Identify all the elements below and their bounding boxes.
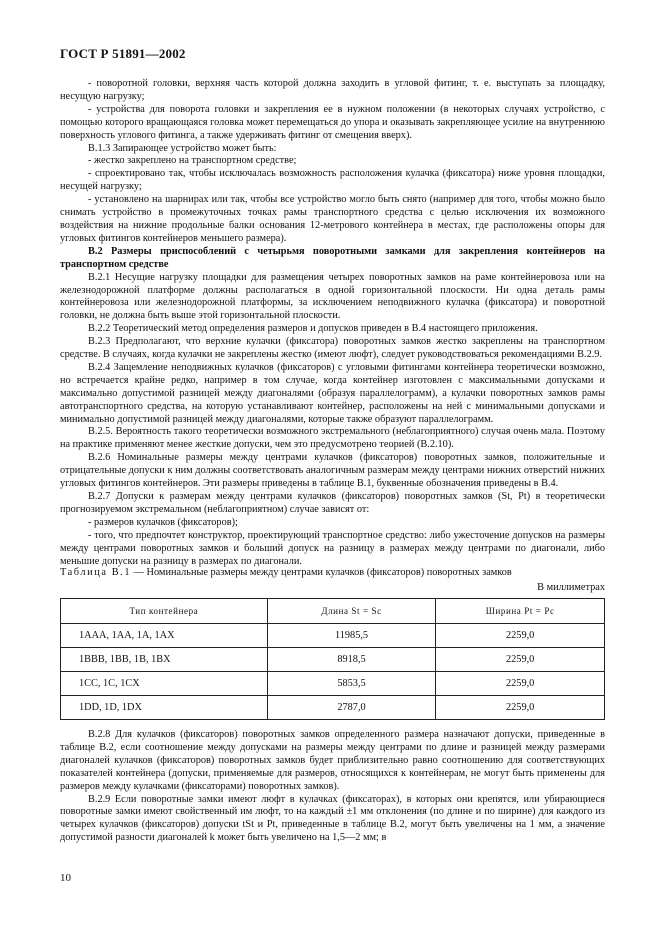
table-cell: 1DD, 1D, 1DX [61,696,268,720]
table-cell: 8918,5 [267,648,436,672]
table-cell: 2259,0 [436,624,605,648]
table-cell: 2259,0 [436,648,605,672]
dimensions-table [60,598,605,720]
paragraph: - поворотной головки, верхняя часть которой должна заходить в угловой фитинг, т. е. выступать за площадку, несущую нагрузку; [60,78,605,102]
document-header: ГОСТ Р 51891—2002 [60,46,186,61]
table-cell: 1AAA, 1AA, 1A, 1AX [61,624,268,648]
paragraph: В.2.7 Допуски к размерам между центрами кулачков (фиксаторов) поворотных замков (St, Pt) в теоретически прогнозируемом экстремальном (неблагоприятном) случае зависят от: [60,491,605,515]
page-number: 10 [60,872,71,884]
table-row [61,696,605,720]
paragraph: В.2.4 Защемление неподвижных кулачков (фиксаторов) с угловыми фитингами контейнера теоретически возможно, но встречается крайне редко, например в том случае, когда контейнер изготовлен с максимальными допусками и максимально допустимой разницей между диагоналями (образуя параллелограмм), а кулачки поворотных замков рамы автотранспортного средства, на которую устанавливают контейнер, расположены на ней с минимальными допусками и минимально допустимой разницей между диагоналями, которые также образуют параллелограмм. [60,361,605,425]
table-row [61,672,605,696]
paragraph: В.2.9 Если поворотные замки имеют люфт в кулачках (фиксаторах), в которых они крепятся, или убирающиеся поворотные замки имеют свойственный им люфт, то на каждый ±1 мм отклонения (по длине и по ширине) для каждого из четырех кулачков (фиксаторов) допуски tSt и Pt, приведенные в таблице В.2, могут быть увеличены на 1 мм, а значение допустимой разности диагоналей k может быть увеличено на 1,5—2 мм; в [60,793,605,844]
section-heading: В.2 Размеры приспособлений с четырьмя поворотными замками для закрепления контейнеров на транспортном средстве [60,245,605,270]
table-units: В миллиметрах [537,582,605,593]
column-header-length: Длина St = Sc [267,599,436,624]
table-cell: 2259,0 [436,696,605,720]
body-text-after-table [60,729,605,845]
paragraph: - жестко закреплено на транспортном средстве; [88,155,297,167]
paragraph: В.1.3 Запирающее устройство может быть: [88,142,277,154]
table-cell: 5853,5 [267,672,436,696]
column-header-type: Тип контейнера [61,599,268,624]
paragraph: В.2.6 Номинальные размеры между центрами кулачков (фиксаторов) поворотных замков, положительные и отрицательные допуски к ним должны соответствовать аналогичным размерам между центрами нижних отверстий нижних угловых фитингов контейнеров. Эти размеры приведены в таблице В.1, буквенные обозначения приведены в В.4. [60,452,605,490]
table-cell: 2787,0 [267,696,436,720]
table-caption [60,567,605,578]
table-cell: 1BBB, 1BB, 1B, 1BX [61,648,268,672]
paragraph: - размеров кулачков (фиксаторов); [88,516,238,528]
table-cell: 2259,0 [436,672,605,696]
table-caption-label: Таблица В.1 [60,567,132,578]
table-header-row [61,599,605,624]
table-caption-text: — Номинальные размеры между центрами кулачков (фиксаторов) поворотных замков [131,567,512,578]
paragraph: В.2.5. Вероятность такого теоретически возможного экстремального (неблагоприятного) случая очень мала. Поэтому на практике применяют менее жесткие допуски, чем это предусмотрено теорией (В.2.10). [60,426,605,451]
column-header-width: Ширина Pt = Pc [436,599,605,624]
paragraph: - того, что предпочтет конструктор, проектирующий транспортное средство: либо ужесточение допусков на размеры между центрами поворотных замков и больший допуск на разницу в размерах между центрами по диагонали, либо меньшие допуски на разницу в размерах по диагонали. [60,529,605,567]
table-row [61,624,605,648]
paragraph: В.2.1 Несущие нагрузку площадки для размещения четырех поворотных замков на раме контейнеровоза или на железнодорожной платформе должны располагаться в одной горизонтальной плоскости. Ни одна деталь рамы контейнеровоза или железнодорожной платформы, за исключением неподвижного кулачка (фиксатора) и поворотной головки, не должна быть выше этой горизонтальной плоскости. [60,271,605,322]
paragraph: - спроектировано так, чтобы исключалась возможность расположения кулачка (фиксатора) ниже уровня площадки, несущей нагрузку; [60,168,605,193]
body-text [60,78,605,568]
paragraph: - установлено на шарнирах или так, чтобы все устройство могло быть снято (например для того, чтобы можно было снимать устройство в промежуточных точках рамы транспортного средства с целью исключения их возможного воздействия на нижние продольные балки основания 12-метрового контейнера в местах, где расположены опоры для угловых фитингов контейнеров меньшего размера). [60,194,605,244]
table-cell: 1CC, 1C, 1CX [61,672,268,696]
paragraph: В.2.2 Теоретический метод определения размеров и допусков приведен в В.4 настоящего приложения. [88,323,538,335]
table-cell: 11985,5 [267,624,436,648]
table-row [61,648,605,672]
paragraph: В.2.3 Предполагают, что верхние кулачки (фиксатора) поворотных замков жестко закреплены на транспортном средстве. В случаях, когда кулачки не закреплены жестко (имеют люфт), следует руководствоваться рекомендациями В.2.9. [60,336,605,361]
paragraph: В.2.8 Для кулачков (фиксаторов) поворотных замков определенного размера назначают допуски, приведенные в таблице В.2, если соотношение между допусками на размеры между центрами по длине и разницей между размерами диагоналей кулачков (фиксаторов) поворотных замков будет приблизительно равно соотношению для соответствующих показателей контейнера (допуски, применяемые для размеров, относящихся к контейнерам, не могут быть применены для размеров между кулачками (фиксаторами) поворотных замков). [60,729,605,792]
paragraph: - устройства для поворота головки и закрепления ее в нужном положении (в некоторых случаях устройство, с помощью которого вращающаяся головка может перемещаться до упора и оказывать закрепляющее усилие на внутреннюю поверхность углового фитинга, а также удерживать фитинг от смещения вверх). [60,103,605,141]
